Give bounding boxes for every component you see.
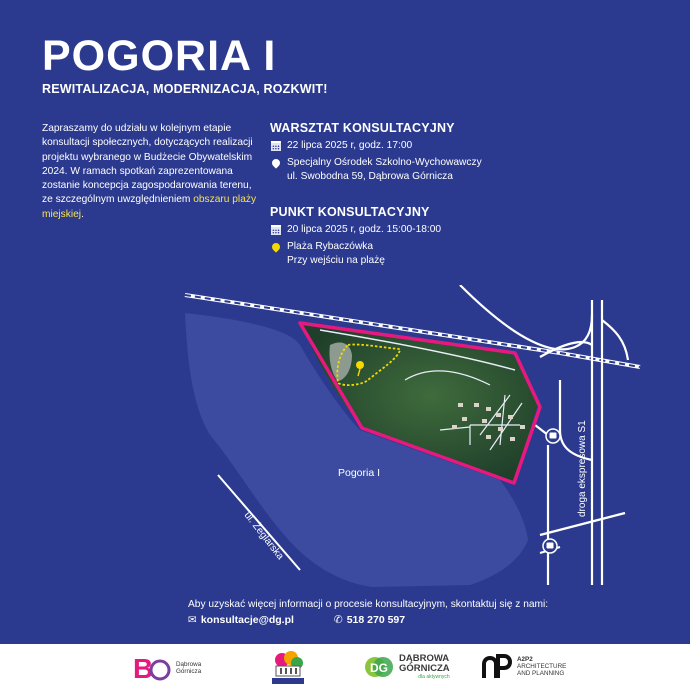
mail-icon: ✉ xyxy=(188,614,197,626)
road-label: droga ekspresowa S1 xyxy=(577,420,588,517)
workshop-date: 22 lipca 2025 r, godz. 17:00 xyxy=(287,140,413,151)
workshop-place-row xyxy=(270,156,570,184)
point-date: 20 lipca 2025 r, godz. 15:00-18:00 xyxy=(287,224,442,235)
workshop-date-row xyxy=(270,139,570,153)
point-place-line1: Plaża Rybaczówka xyxy=(287,241,374,252)
footer-logos xyxy=(0,644,690,690)
logo-dabrowa-gornicza-city xyxy=(133,652,201,684)
email-link[interactable]: konsultacje@dg.pl xyxy=(200,614,294,626)
workshop-place xyxy=(287,156,482,184)
workshop-title: WARSZTAT KONSULTACYJNY xyxy=(270,121,455,135)
dg-logo-icon xyxy=(364,652,394,682)
bus-stop-icon xyxy=(546,429,560,443)
location-pin-icon xyxy=(270,158,281,167)
calendar-icon xyxy=(270,225,281,235)
intro-highlight: obszaru plaży miejskiej xyxy=(42,194,257,220)
logo-a2p2 xyxy=(482,652,566,680)
contact-text: Aby uzyskać więcej informacji o procesie konsultacyjnym, skontaktuj się z nami: xyxy=(188,599,549,610)
logo3-line1: DĄBROWA xyxy=(399,653,450,664)
logo4-line3: AND PLANNING xyxy=(517,669,565,677)
point-section xyxy=(270,205,570,268)
calendar-icon xyxy=(270,141,281,151)
contact-details xyxy=(188,614,405,626)
bo-logo-icon xyxy=(133,652,171,684)
logo-consultation-council xyxy=(266,648,310,686)
point-place-line2: Przy wejściu na plażę xyxy=(287,255,385,266)
phone-number[interactable]: 518 270 597 xyxy=(346,614,406,626)
intro-text: Zapraszamy do udziału w kolejnym etapie konsultacji społecznych, dotyczących realizacji projektu wybranego w Budżecie Obywatelskim 2024. W ramach spotkań zaprezentowana zostanie koncepcja zagospodarowania terenu, ze szczególnym uwzględnieniem xyxy=(42,123,253,206)
intro-end: . xyxy=(81,208,84,220)
street-label: ul. Żeglarska xyxy=(241,510,286,562)
logo4-line2: ARCHITECTURE xyxy=(517,662,567,670)
logo4-line1: A2P2 xyxy=(517,655,533,663)
logo3-line2: GÓRNICZA xyxy=(399,663,450,674)
lake-label: Pogoria I xyxy=(338,467,381,479)
logo1-line1: Dąbrowa xyxy=(176,661,202,668)
site-map xyxy=(0,285,690,595)
workshop-place-line1: Specjalny Ośrodek Szkolno-Wychowawczy xyxy=(287,157,482,168)
point-place xyxy=(287,240,385,268)
point-date-row xyxy=(270,223,570,237)
phone-contact[interactable] xyxy=(334,614,405,626)
point-title: PUNKT KONSULTACYJNY xyxy=(270,205,430,219)
a2p2-logo-icon xyxy=(482,652,512,680)
location-pin-icon xyxy=(270,242,281,251)
svg-text:B: B xyxy=(133,653,154,684)
page-subtitle: REWITALIZACJA, MODERNIZACJA, ROZKWIT! xyxy=(42,82,328,96)
point-place-row xyxy=(270,240,570,268)
intro-paragraph xyxy=(42,122,258,222)
logo3-tag: dla aktywnych xyxy=(418,674,450,680)
svg-text:DG: DG xyxy=(370,661,388,675)
bus-stop-icon xyxy=(543,539,557,553)
logo-dabrowa-gornicza-dla-aktywnych xyxy=(364,652,450,682)
workshop-section xyxy=(270,121,570,184)
logo1-line2: Górnicza xyxy=(176,668,202,675)
page-title: POGORIA I xyxy=(42,32,277,80)
council-logo-icon xyxy=(266,648,310,686)
workshop-place-line2: ul. Swobodna 59, Dąbrowa Górnicza xyxy=(287,171,453,182)
phone-icon: ✆ xyxy=(333,614,343,626)
email-contact[interactable] xyxy=(188,614,294,626)
